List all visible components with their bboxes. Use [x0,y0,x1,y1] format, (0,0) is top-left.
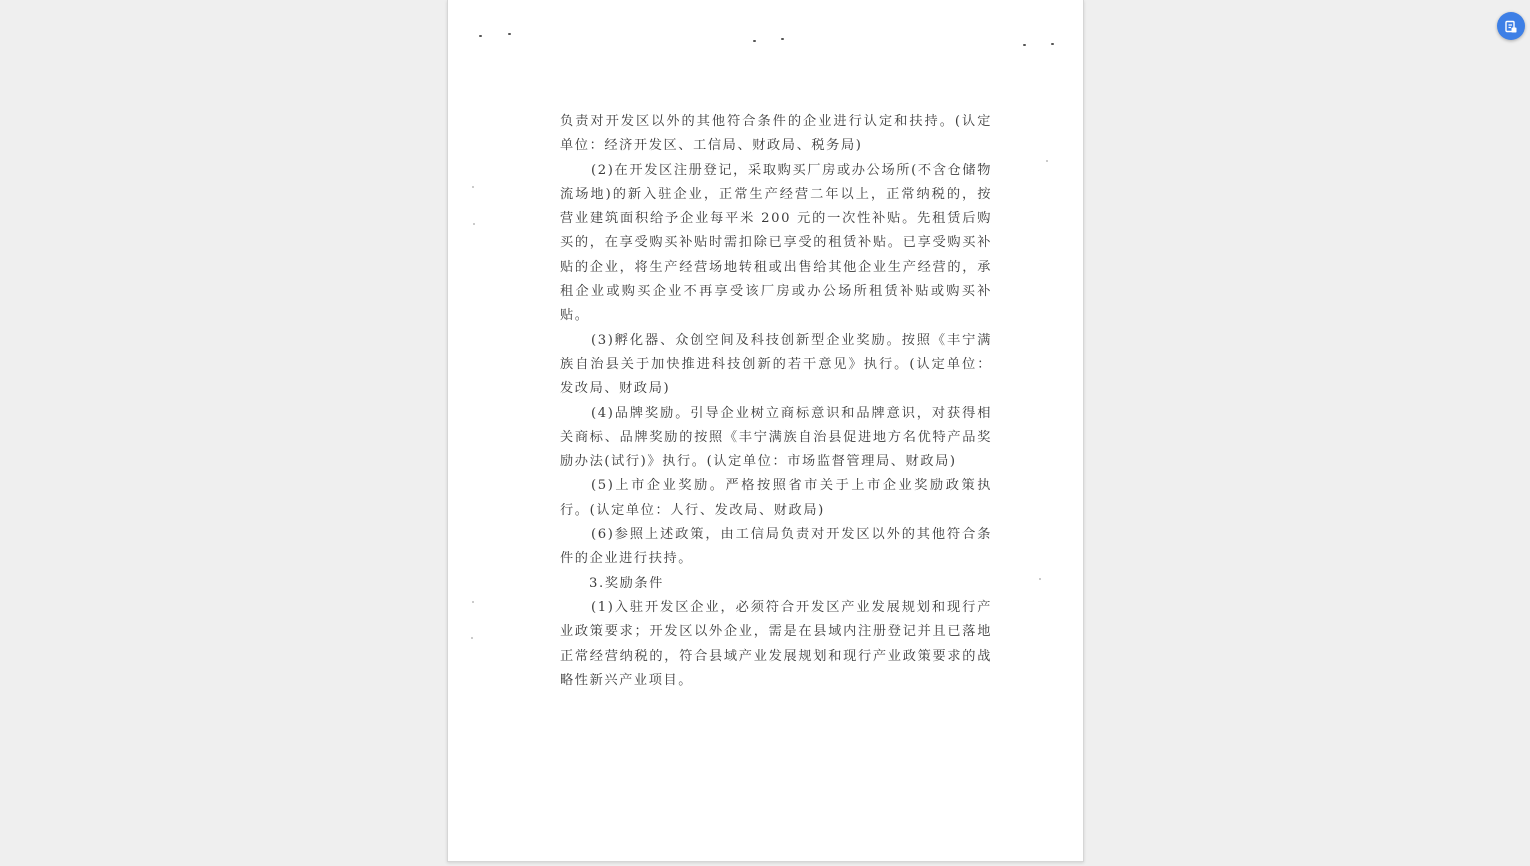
paragraph: (2)在开发区注册登记，采取购买厂房或办公场所(不含仓储物流场地)的新入驻企业，正常生产经营二年以上，正常纳税的，按营业建筑面积给予企业每平米 200 元的一次性补贴。先租赁后购买的，在享受购买补贴时需扣除已享受的租赁补贴。已享受购买补贴的企业，将生产经营场地转租或出售给其他企业生产经营的，承租企业或购买企业不再享受该厂房或办公场所租赁补贴或购买补贴。 [560,162,992,324]
scan-speck [1023,44,1026,46]
paragraph: (6)参照上述政策，由工信局负责对开发区以外的其他符合条件的企业进行扶持。 [560,527,992,567]
paragraph: (4)品牌奖励。引导企业树立商标意识和品牌意识，对获得相关商标、品牌奖励的按照《丰宁满族自治县促进地方名优特产品奖励办法(试行)》执行。(认定单位：市场监督管理局、财政局) [560,405,992,470]
scan-speck [472,601,474,603]
scan-speck [472,186,474,188]
scan-speck [508,33,511,35]
scan-speck [1051,43,1054,45]
paragraph: (1)入驻开发区企业，必须符合开发区产业发展规划和现行产业政策要求；开发区以外企业，需是在县域内注册登记并且已落地正常经营纳税的，符合县域产业发展规划和现行产业政策要求的战略性新兴产业项目。 [560,599,992,688]
paragraph: 负责对开发区以外的其他符合条件的企业进行认定和扶持。(认定单位：经济开发区、工信局、财政局、税务局) [560,114,992,154]
convert-document-button[interactable] [1497,12,1525,40]
scan-speck [1046,160,1048,162]
document-convert-icon [1504,19,1518,33]
section-heading: 3.奖励条件 [589,575,664,591]
paragraph: (5)上市企业奖励。严格按照省市关于上市企业奖励政策执行。(认定单位：人行、发改局、财政局) [560,478,992,518]
scan-speck [479,35,482,37]
paragraph: (3)孵化器、众创空间及科技创新型企业奖励。按照《丰宁满族自治县关于加快推进科技创新的若干意见》执行。(认定单位：发改局、财政局) [560,332,992,397]
scan-speck [753,40,756,42]
document-body [560,110,992,693]
document-page [447,0,1084,862]
scan-speck [473,223,475,225]
scan-speck [781,38,784,40]
scan-speck [471,637,473,639]
scan-speck [1039,578,1041,580]
